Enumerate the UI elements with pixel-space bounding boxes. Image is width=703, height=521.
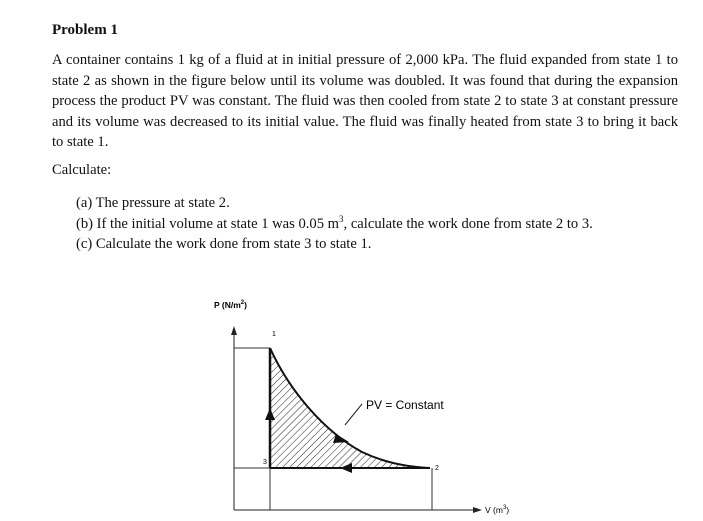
curve-label-leader bbox=[345, 404, 362, 425]
curve-label: PV = Constant bbox=[366, 398, 444, 412]
question-b-suffix: , calculate the work done from state 2 to 3. bbox=[343, 215, 593, 232]
calculate-label: Calculate: bbox=[52, 162, 112, 178]
y-axis-arrow bbox=[231, 326, 237, 335]
x-axis-arrow bbox=[473, 507, 482, 513]
question-a: (a) The pressure at state 2. bbox=[76, 195, 230, 211]
problem-statement: A container contains 1 kg of a fluid at in initial pressure of 2,000 kPa. The fluid expanded from state 1 to state 2 as shown in the figure below until its volume was doubled. It was found that during the expansion process the product PV was constant. The fluid was then cooled from state 2 to state 3 at constant pressure and its volume was decreased to its initial value. The fluid was finally heated from state 3 to bring it back to state 1. bbox=[52, 52, 678, 150]
y-axis-label-superscript: 2 bbox=[240, 300, 245, 306]
problem-title: Problem 1 bbox=[52, 22, 118, 38]
x-axis-label-superscript: 3 bbox=[502, 505, 507, 511]
question-b-prefix: (b) If the initial volume at state 1 was 0.05 m bbox=[76, 215, 340, 232]
state-3-label: 3 bbox=[263, 459, 267, 466]
state-1-label: 1 bbox=[272, 331, 276, 338]
x-axis-label: V $(m^3)$ bbox=[485, 505, 510, 515]
question-b-superscript: 3 bbox=[339, 213, 344, 224]
y-axis-label: P $(N/m^2)$ bbox=[214, 300, 247, 310]
state-2-label: 2 bbox=[435, 465, 439, 472]
question-c: (c) Calculate the work done from state 3 to state 1. bbox=[76, 236, 372, 252]
